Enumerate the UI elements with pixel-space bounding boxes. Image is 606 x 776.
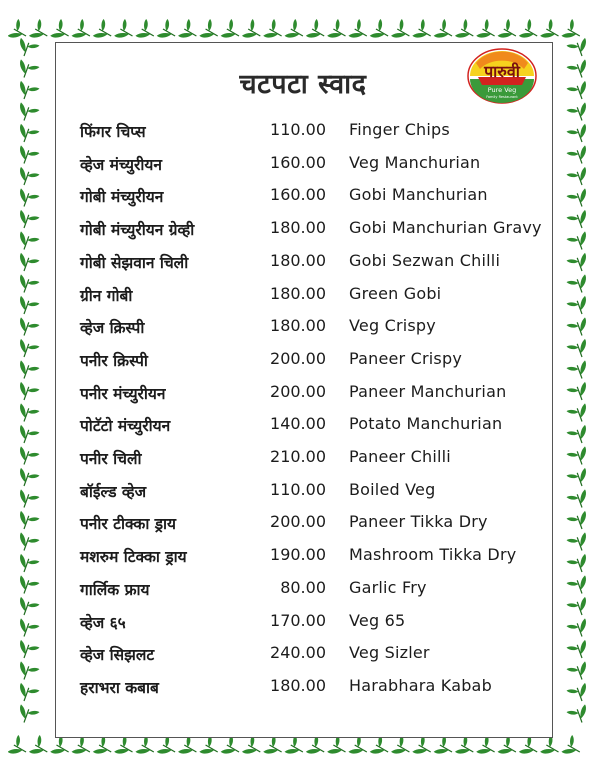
item-price: 240.00 [270,643,326,663]
leaf-icon [114,734,138,759]
item-name-english: Gobi Manchurian [349,185,488,205]
item-price: 180.00 [270,675,326,695]
leaf-icon [497,18,521,43]
item-name-marathi: बॉईल्ड व्हेज [80,482,147,501]
leaf-icon [370,734,394,759]
item-name-marathi: पनीर चिली [80,450,142,468]
menu-row [0,473,606,506]
leaf-icon [29,734,53,759]
menu-row [0,146,606,179]
item-name-english: Potato Manchurian [349,414,503,434]
leaf-icon [135,18,159,43]
item-name-english: Veg Manchurian [349,152,481,172]
leaf-icon [391,18,415,43]
leaf-icon [221,734,245,759]
item-price: 170.00 [270,610,326,630]
item-name-english: Gobi Sezwan Chilli [349,250,501,270]
leaf-icon [327,734,351,759]
leaf-icon [306,18,330,43]
menu-row [0,178,606,211]
item-price: 110.00 [270,120,326,139]
item-price: 180.00 [270,218,326,238]
item-name-english: Paneer Crispy [349,348,462,368]
leaf-icon [71,734,95,759]
leaf-icon [370,18,394,43]
item-name-english: Paneer Tikka Dry [349,512,488,532]
item-name-english: Harabhara Kabab [349,675,492,695]
menu-row [0,375,606,408]
item-name-marathi: फिंगर चिप्स [80,123,146,141]
item-price: 190.00 [270,545,326,565]
leaf-icon [412,734,436,759]
item-price: 200.00 [270,381,326,401]
leaf-icon [540,18,564,43]
leaf-icon [327,18,351,43]
leaf-icon [540,734,564,759]
leaf-icon [199,734,223,759]
item-name-english: Veg 65 [349,610,406,630]
menu-row [0,440,606,473]
logo-tagline: Pure Veg [487,86,517,94]
item-price: 180.00 [270,283,326,303]
leaf-icon [8,18,32,43]
leaf-icon [561,734,585,759]
leaf-icon [263,734,287,759]
leaf-icon [15,704,39,726]
item-name-english: Mashroom Tikka Dry [349,545,517,565]
leaf-icon [284,734,308,759]
leaf-icon [114,18,138,43]
leaf-icon [476,18,500,43]
item-price: 200.00 [270,512,326,532]
item-name-marathi: व्हेज ६५ [80,613,126,632]
item-name-marathi: हराभरा कबाब [80,678,159,697]
item-name-marathi: मशरुम टिक्का ड्राय [80,548,187,567]
item-name-english: Veg Sizler [349,643,430,663]
leaf-icon [199,18,223,43]
leaf-icon [476,734,500,759]
leaf-icon [157,734,181,759]
item-name-marathi: पनीर मंच्युरीयन [80,384,166,403]
leaf-icon [455,18,479,43]
item-price: 160.00 [270,152,326,172]
leaf-icon [242,18,266,43]
leaf-icon [263,18,287,43]
leaf-icon [50,734,74,759]
menu-row [0,636,606,669]
item-price: 140.00 [270,414,326,434]
item-price: 110.00 [270,479,326,499]
item-name-english: Boiled Veg [349,479,436,499]
leaf-icon [178,734,202,759]
leaf-icon [8,734,32,759]
leaf-icon [391,734,415,759]
item-name-marathi: पोटॅटो मंच्युरीयन [80,417,171,436]
item-name-marathi: गोबी सेझवान चिली [80,253,189,272]
item-name-marathi: व्हेज सिझलट [80,646,155,665]
item-price: 180.00 [270,316,326,336]
leaf-icon [50,18,74,43]
leaf-icon [497,734,521,759]
item-name-english: Finger Chips [349,120,450,139]
item-name-marathi: व्हेज मंच्युरीयन [80,155,162,174]
leaf-icon [434,734,458,759]
leaf-icon [135,734,159,759]
leaf-icon [29,18,53,43]
leaf-icon [178,18,202,43]
item-name-marathi: गार्लिक फ्राय [80,580,150,599]
menu-row [0,113,606,146]
item-price: 80.00 [280,577,326,597]
leaf-icon [93,734,117,759]
leaf-icon [566,38,590,60]
leaf-icon [519,18,543,43]
menu-row [0,604,606,637]
item-price: 210.00 [270,447,326,466]
menu-row [0,407,606,440]
menu-row [0,342,606,375]
logo-name: पारुवी [484,62,520,81]
leaf-icon [348,18,372,43]
item-price: 160.00 [270,185,326,205]
item-name-marathi: पनीर क्रिस्पी [80,351,148,370]
leaf-icon [284,18,308,43]
leaf-icon [561,18,585,43]
logo-subtitle: Family Restaurant [486,95,518,99]
menu-row [0,669,606,702]
leaf-icon [566,704,590,726]
leaf-icon [242,734,266,759]
menu-row [0,244,606,277]
item-name-marathi: गोबी मंच्युरीयन [80,188,164,207]
menu-row [0,538,606,571]
leaf-icon [221,18,245,43]
leaf-icon [348,734,372,759]
leaf-icon [306,734,330,759]
item-name-english: Green Gobi [349,283,442,303]
item-name-english: Veg Crispy [349,316,436,336]
item-name-marathi: पनीर टीक्का ड्राय [80,515,177,534]
menu-row [0,571,606,604]
leaf-icon [93,18,117,43]
leaf-icon [519,734,543,759]
item-name-english: Paneer Manchurian [349,381,507,401]
item-name-marathi: व्हेज क्रिस्पी [80,319,145,338]
item-name-marathi: गोबी मंच्युरीयन ग्रेव्ही [80,221,195,240]
menu-row [0,211,606,244]
leaf-icon [157,18,181,43]
item-name-english: Gobi Manchurian Gravy [349,218,542,238]
restaurant-logo [466,47,538,105]
leaf-icon [455,734,479,759]
item-price: 180.00 [270,250,326,270]
item-name-english: Garlic Fry [349,577,427,597]
menu-row [0,505,606,538]
item-name-marathi: ग्रीन गोबी [80,286,133,305]
item-name-english: Paneer Chilli [349,447,451,466]
leaf-icon [15,38,39,60]
menu-row [0,309,606,342]
item-price: 200.00 [270,348,326,368]
leaf-icon [434,18,458,43]
leaf-icon [71,18,95,43]
menu-row [0,277,606,310]
menu-title: चटपटा स्वाद [239,69,367,100]
leaf-icon [412,18,436,43]
